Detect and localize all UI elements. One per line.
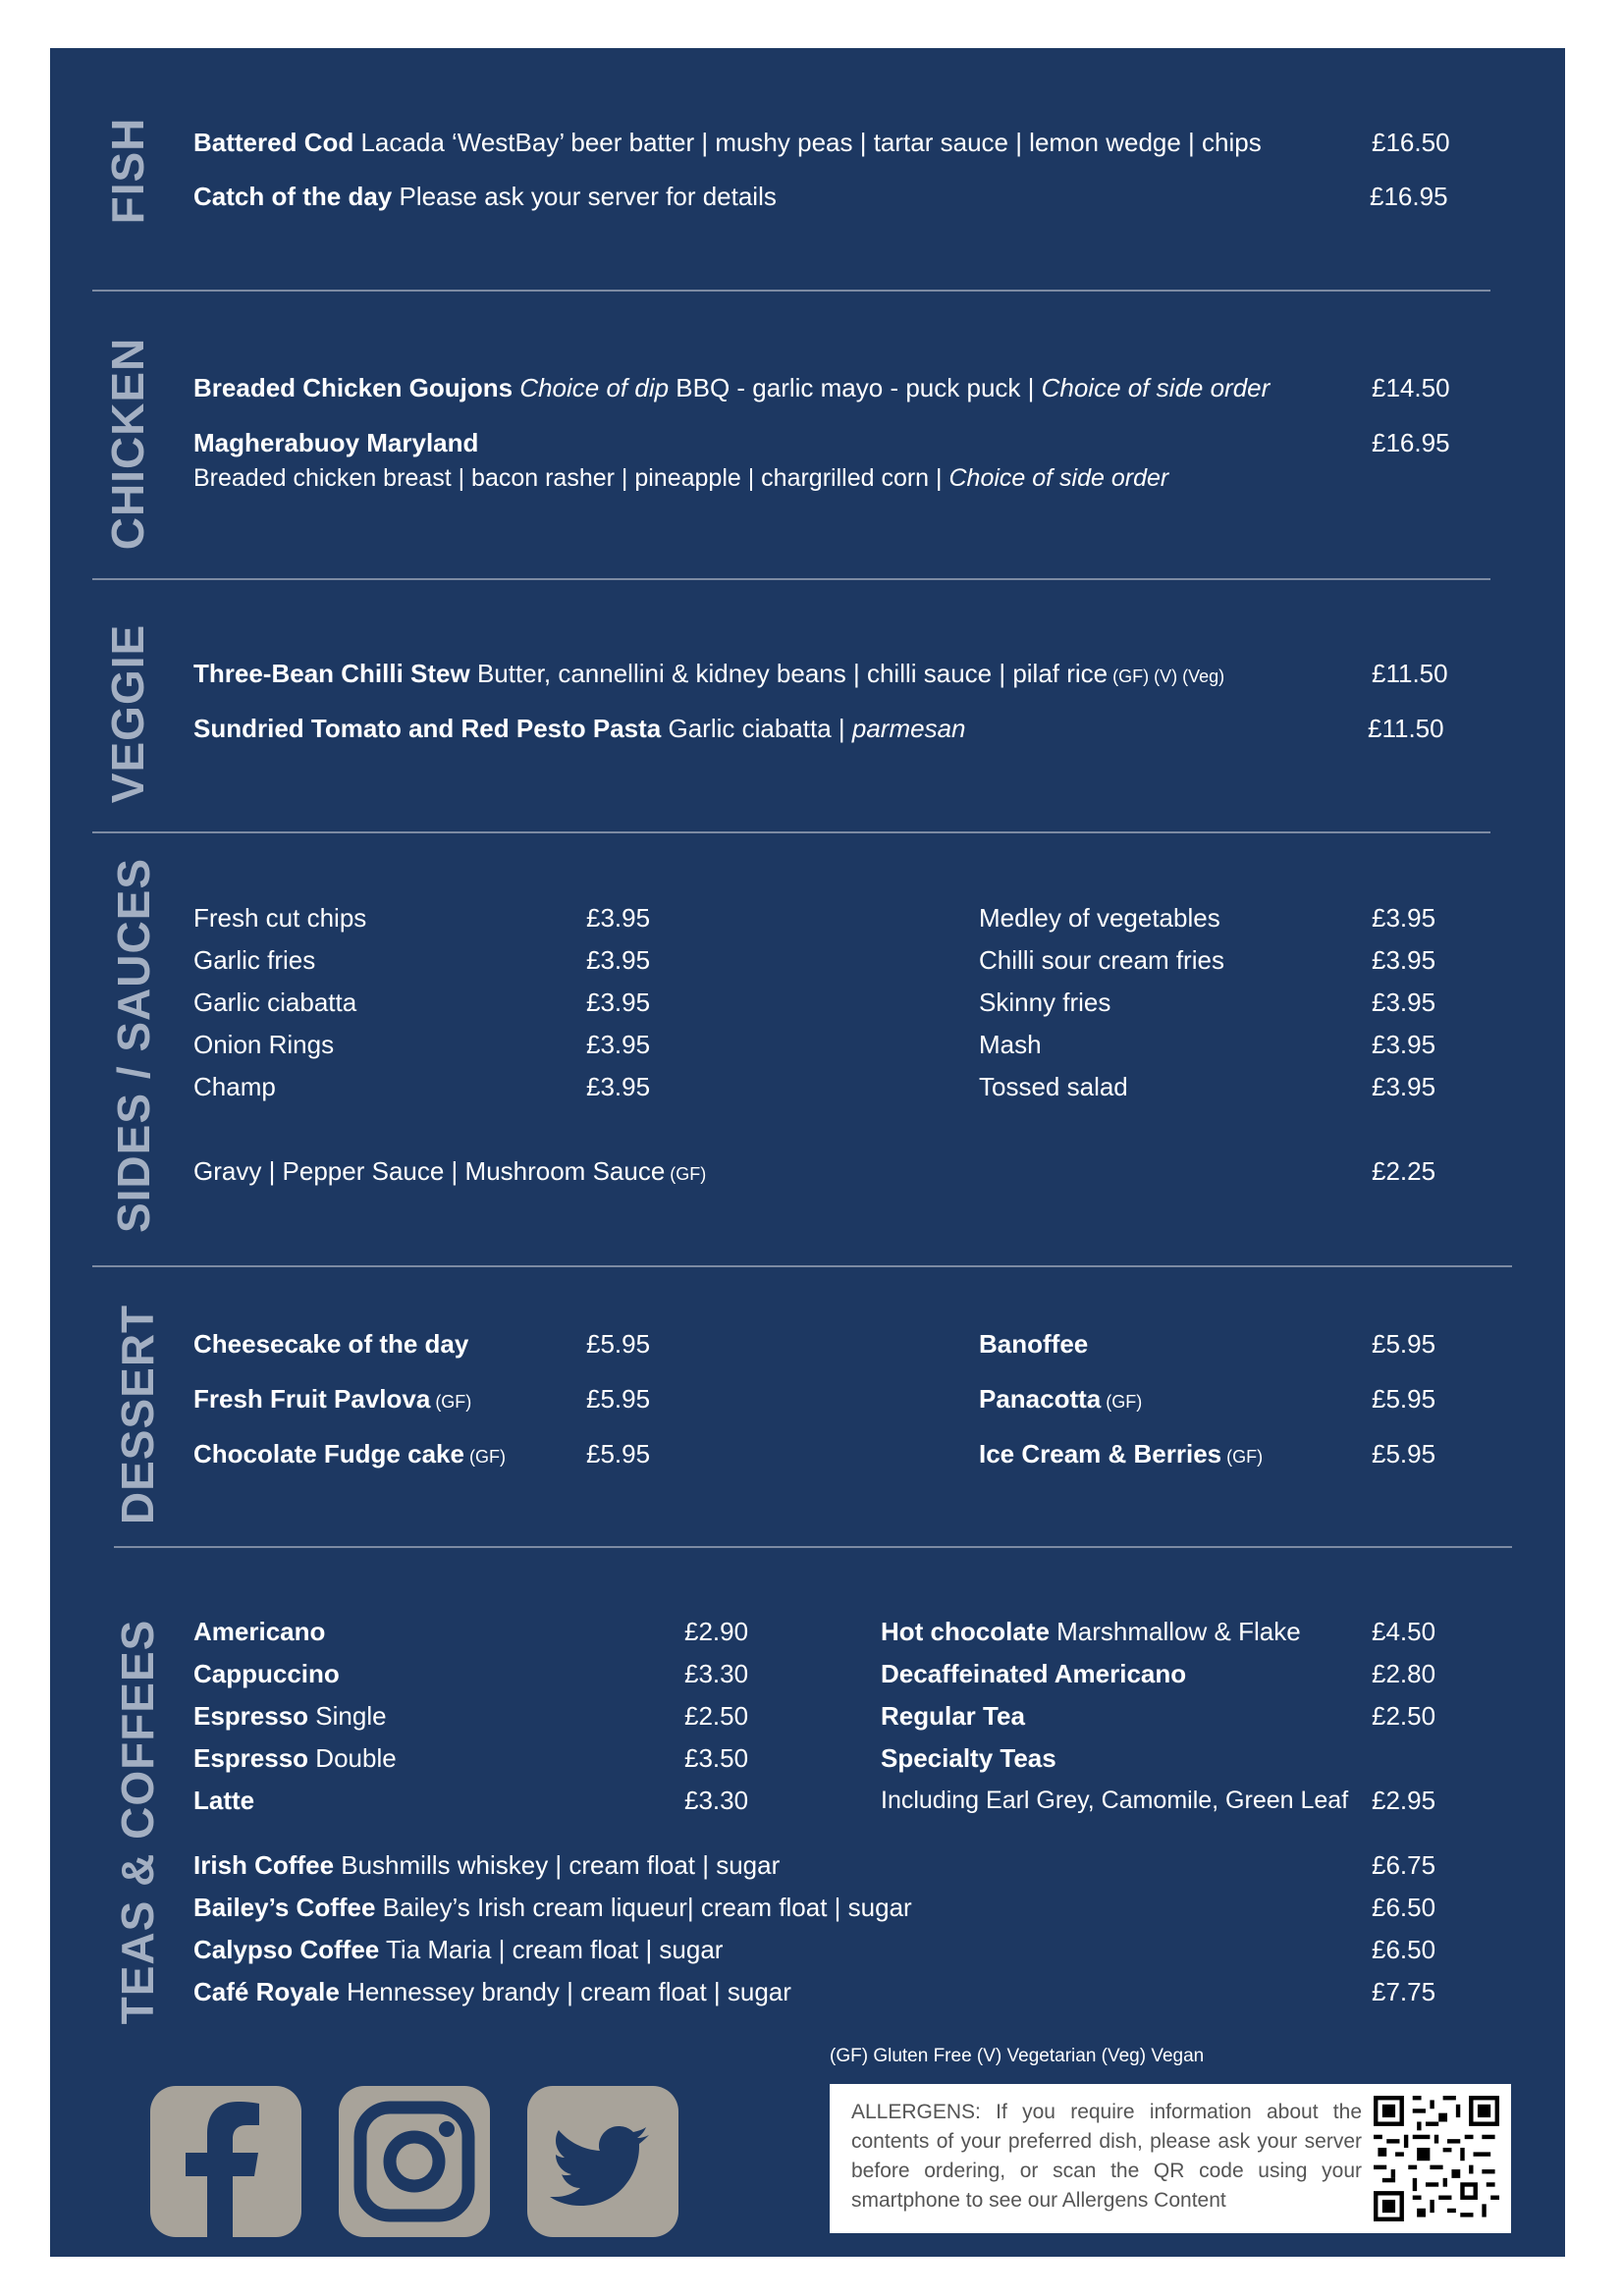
- coffee-item: [881, 1700, 1025, 1732]
- item-price: £6.75: [1372, 1850, 1436, 1880]
- item-desc: Garlic ciabatta |: [661, 714, 852, 743]
- item-name: Fresh Fruit Pavlova: [193, 1384, 431, 1414]
- liqueur-coffee-item: [193, 1934, 723, 1965]
- item-price: £5.95: [586, 1329, 651, 1359]
- item-name: Calypso Coffee: [193, 1935, 380, 1964]
- item-desc: Lacada ‘WestBay’ beer batter | mushy peas | tartar sauce | lemon wedge | chips: [353, 128, 1262, 157]
- item-price: £5.95: [586, 1439, 651, 1468]
- item-price: £16.50: [1372, 128, 1450, 157]
- coffee-item: [881, 1616, 1301, 1647]
- item-desc: Butter, cannellini & kidney beans | chilli sauce | pilaf rice: [469, 659, 1109, 688]
- sauces-text: Gravy | Pepper Sauce | Mushroom Sauce: [193, 1156, 666, 1186]
- side-price: £3.95: [1372, 903, 1436, 933]
- item-price: £2.80: [1372, 1659, 1436, 1688]
- item-name: Magherabuoy Maryland: [193, 428, 479, 457]
- item-desc: Hennessey brandy | cream float | sugar: [339, 1977, 791, 2006]
- item-desc: Single: [308, 1701, 387, 1731]
- item-desc: Bushmills whiskey | cream float | sugar: [334, 1850, 781, 1880]
- item-name: Chocolate Fudge cake: [193, 1439, 464, 1468]
- item-price: £2.95: [1372, 1786, 1436, 1815]
- item-price: £5.95: [1372, 1439, 1436, 1468]
- item-desc-italic: parmesan: [851, 714, 966, 743]
- item-name: Sundried Tomato and Red Pesto Pasta: [193, 714, 662, 743]
- coffee-item: [881, 1742, 1056, 1774]
- section-divider: [92, 831, 1490, 833]
- item-price: £3.50: [684, 1743, 749, 1773]
- allergens-box: [830, 2084, 1511, 2233]
- dessert-item: [979, 1328, 1088, 1362]
- diet-tags: (GF): [1221, 1447, 1264, 1467]
- facebook-icon: [150, 2086, 301, 2237]
- coffee-item: [193, 1742, 397, 1774]
- instagram-button[interactable]: [339, 2086, 490, 2237]
- item-name: Battered Cod: [193, 128, 354, 157]
- item-name: Ice Cream & Berries: [979, 1439, 1222, 1468]
- side-price: £3.95: [1372, 1030, 1436, 1059]
- coffee-item: [881, 1658, 1186, 1689]
- diet-tags: (GF): [665, 1164, 707, 1184]
- section-divider: [92, 290, 1490, 292]
- item-price: £11.50: [1372, 659, 1448, 688]
- item-name: Cheesecake of the day: [193, 1329, 469, 1359]
- item-price: £5.95: [1372, 1329, 1436, 1359]
- side-price: £3.95: [586, 988, 651, 1017]
- item-price: £7.75: [1372, 1977, 1436, 2006]
- item-desc: [193, 462, 1168, 494]
- side-price: £3.95: [586, 903, 651, 933]
- item-price: £11.50: [1368, 714, 1444, 743]
- dessert-item: [193, 1383, 471, 1417]
- item-name: Three-Bean Chilli Stew: [193, 659, 470, 688]
- section-label-veggie: VEGGIE: [102, 623, 153, 804]
- item-name: Espresso: [193, 1743, 309, 1773]
- diet-tags: (GF): [1101, 1392, 1143, 1412]
- side-name: Tossed salad: [979, 1072, 1128, 1101]
- item-desc-text: Breaded chicken breast | bacon rasher | pineapple | chargrilled corn |: [193, 464, 949, 492]
- menu-item: [193, 372, 1270, 403]
- item-name: Breaded Chicken Goujons: [193, 373, 514, 402]
- item-choice: Choice of dip: [513, 373, 670, 402]
- side-name: Onion Rings: [193, 1030, 335, 1059]
- item-name: Catch of the day: [193, 182, 393, 211]
- item-name: Café Royale: [193, 1977, 340, 2006]
- side-price: £3.95: [1372, 945, 1436, 975]
- item-name: Regular Tea: [881, 1701, 1025, 1731]
- side-price: £3.95: [586, 945, 651, 975]
- diet-legend: (GF) Gluten Free (V) Vegetarian (Veg) Vegan: [830, 2046, 1205, 2066]
- diet-tags: (GF): [463, 1447, 506, 1467]
- item-desc: Double: [308, 1743, 397, 1773]
- liqueur-coffee-item: [193, 1892, 912, 1923]
- item-name: Latte: [193, 1786, 255, 1815]
- side-name: Garlic fries: [193, 945, 316, 975]
- side-name: Champ: [193, 1072, 276, 1101]
- side-name: Medley of vegetables: [979, 903, 1220, 933]
- coffee-item: [193, 1700, 387, 1732]
- coffee-item: [881, 1785, 1348, 1816]
- item-name: Banoffee: [979, 1329, 1089, 1359]
- item-desc: Marshmallow & Flake: [1049, 1617, 1301, 1646]
- section-label-sides: SIDES / SAUCES: [108, 857, 159, 1234]
- item-desc: Tia Maria | cream float | sugar: [379, 1935, 724, 1964]
- sauces-row: [193, 1155, 706, 1190]
- side-price: £3.95: [586, 1030, 651, 1059]
- item-price: £2.90: [684, 1617, 749, 1646]
- menu-item: [193, 713, 966, 744]
- section-label-fish: FISH: [102, 117, 153, 225]
- item-price: £14.50: [1372, 373, 1450, 402]
- diet-tags: (GF) (V) (Veg): [1108, 667, 1225, 686]
- dessert-item: [193, 1328, 468, 1362]
- section-label-teas: TEAS & COFFEES: [112, 1619, 163, 2025]
- side-name: Mash: [979, 1030, 1042, 1059]
- item-name: Espresso: [193, 1701, 309, 1731]
- side-name: Skinny fries: [979, 988, 1111, 1017]
- side-name: Garlic ciabatta: [193, 988, 357, 1017]
- item-name: Irish Coffee: [193, 1850, 335, 1880]
- section-divider: [114, 1546, 1512, 1548]
- item-price: £2.50: [1372, 1701, 1436, 1731]
- item-name: Hot chocolate: [881, 1617, 1050, 1646]
- item-desc: Including Earl Grey, Camomile, Green Leaf: [881, 1787, 1349, 1814]
- item-price: £16.95: [1370, 182, 1448, 211]
- item-price: £5.95: [1372, 1384, 1436, 1414]
- item-price: £6.50: [1372, 1893, 1436, 1922]
- section-label-chicken: CHICKEN: [102, 337, 153, 551]
- item-price: £5.95: [586, 1384, 651, 1414]
- item-price: £2.50: [684, 1701, 749, 1731]
- diet-tags: (GF): [430, 1392, 472, 1412]
- liqueur-coffee-item: [193, 1849, 780, 1881]
- coffee-item: [193, 1658, 340, 1689]
- coffee-item: [193, 1785, 254, 1816]
- item-name: Decaffeinated Americano: [881, 1659, 1187, 1688]
- item-price: £4.50: [1372, 1617, 1436, 1646]
- twitter-icon: [527, 2086, 678, 2237]
- section-divider: [92, 1265, 1512, 1267]
- facebook-button[interactable]: [150, 2086, 301, 2237]
- item-price: £16.95: [1372, 428, 1450, 457]
- qr-code[interactable]: [1374, 2096, 1499, 2221]
- menu-page: [50, 48, 1565, 2257]
- side-name: Fresh cut chips: [193, 903, 367, 933]
- dessert-item: [193, 1438, 506, 1472]
- instagram-icon: [339, 2086, 490, 2237]
- item-name: Specialty Teas: [881, 1743, 1056, 1773]
- item-desc: Please ask your server for details: [392, 182, 777, 211]
- coffee-item: [193, 1616, 325, 1647]
- item-price: £6.50: [1372, 1935, 1436, 1964]
- menu-item: [193, 181, 777, 212]
- item-choice: Choice of side order: [1041, 373, 1271, 402]
- dessert-item: [979, 1383, 1142, 1417]
- sauces-price: £2.25: [1372, 1156, 1436, 1186]
- menu-item: [193, 127, 1262, 158]
- item-name: Americano: [193, 1617, 326, 1646]
- dessert-item: [979, 1438, 1263, 1472]
- section-divider: [92, 578, 1490, 580]
- liqueur-coffee-item: [193, 1976, 791, 2007]
- item-name: Bailey’s Coffee: [193, 1893, 376, 1922]
- item-price: £3.30: [684, 1659, 749, 1688]
- section-label-dessert: DESSERT: [112, 1304, 163, 1525]
- allergens-text: ALLERGENS: If you require information about the contents of your preferred dish, please ask your server before ordering, or scan the QR code using your smartphone to see our Allergens Content: [851, 2101, 1362, 2212]
- item-price: £3.30: [684, 1786, 749, 1815]
- side-name: Chilli sour cream fries: [979, 945, 1224, 975]
- item-name: Panacotta: [979, 1384, 1102, 1414]
- item-choice: Choice of side order: [948, 464, 1169, 492]
- twitter-button[interactable]: [527, 2086, 678, 2237]
- side-price: £3.95: [1372, 988, 1436, 1017]
- item-desc: BBQ - garlic mayo - puck puck |: [669, 373, 1042, 402]
- item-name: Cappuccino: [193, 1659, 340, 1688]
- side-price: £3.95: [1372, 1072, 1436, 1101]
- item-desc: Bailey’s Irish cream liqueur| cream float | sugar: [375, 1893, 912, 1922]
- menu-item: [193, 658, 1224, 692]
- side-price: £3.95: [586, 1072, 651, 1101]
